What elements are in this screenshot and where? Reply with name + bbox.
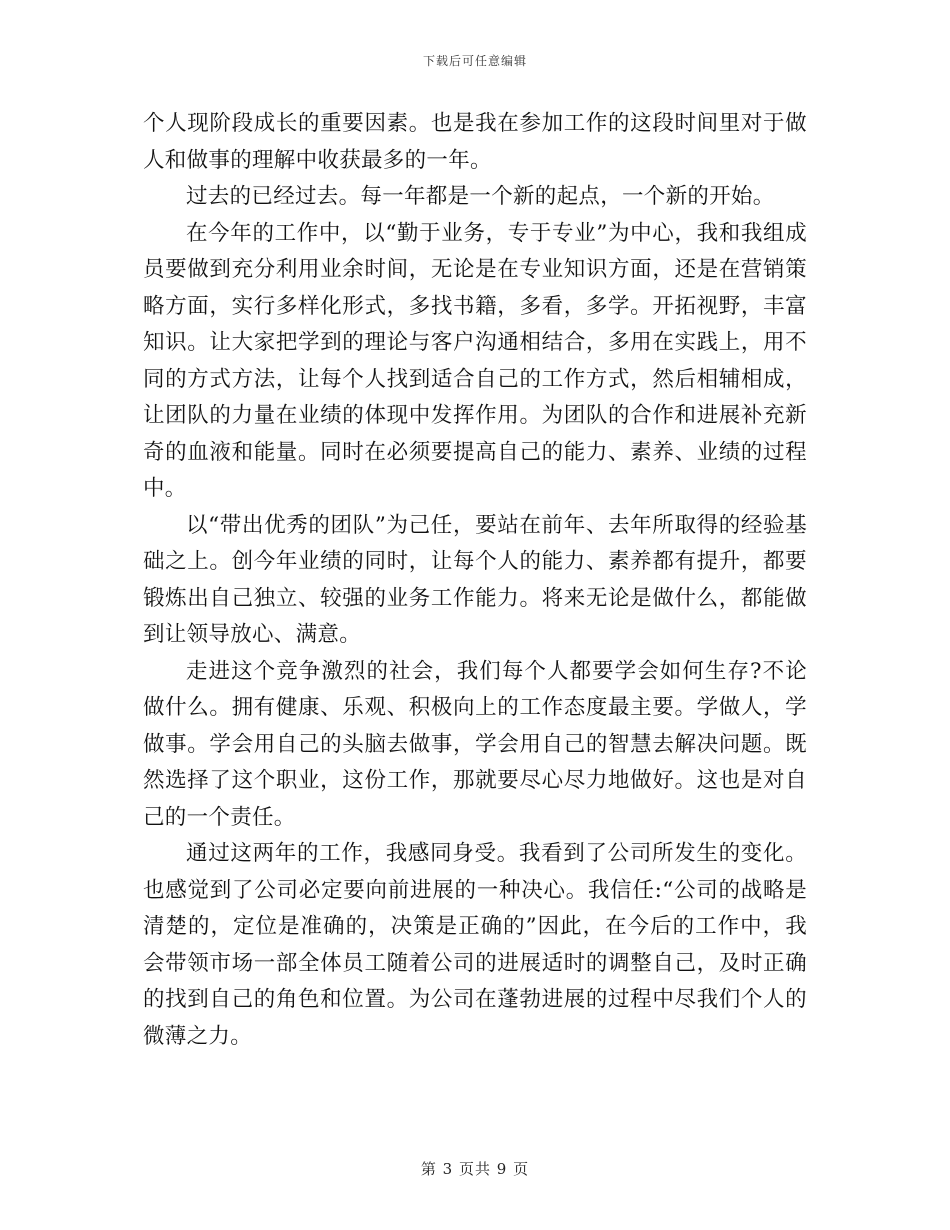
- paragraph-5: 走进这个竞争激烈的社会，我们每个人都要学会如何生存?不论做什么。拥有健康、乐观、积极向上的工作态度最主要。学做人，学做事。学会用自己的头脑去做事，学会用自己的智慧去解决问题。既然选择了这个职业，这份工作，那就要尽心尽力地做好。这也是对自己的一个责任。: [143, 658, 807, 830]
- paragraph-6: 通过这两年的工作，我感同身受。我看到了公司所发生的变化。也感觉到了公司必定要向前进展的一种决心。我信任:“公司的战略是清楚的，定位是准确的，决策是正确的”因此，在今后的工作中，我会带领市场一部全体员工随着公司的进展适时的调整自己，及时正确的找到自己的角色和位置。为公司在蓬勃进展的过程中尽我们个人的微薄之力。: [143, 841, 807, 1049]
- paragraph-2: 过去的已经过去。每一年都是一个新的起点，一个新的开始。: [186, 184, 775, 209]
- paragraph-3: 在今年的工作中，以“勤于业务，专于专业”为中心，我和我组成员要做到充分利用业余时间，无论是在专业知识方面，还是在营销策略方面，实行多样化形式，多找书籍，多看，多学。开拓视野，丰富知识。让大家把学到的理论与客户沟通相结合，多用在实践上，用不同的方式方法，让每个人找到适合自己的工作方式，然后相辅相成，让团队的力量在业绩的体现中发挥作用。为团队的合作和进展补充新奇的血液和能量。同时在必须要提高自己的能力、素养、业绩的过程中。: [143, 220, 807, 501]
- page-footer: 第 3 页共 9 页: [420, 1160, 530, 1178]
- document-body: [143, 106, 807, 1055]
- paragraph-4: 以“带出优秀的团队”为己任，要站在前年、去年所取得的经验基础之上。创今年业绩的同时，让每个人的能力、素养都有提升，都要锻炼出自己独立、较强的业务工作能力。将来无论是做什么，都能做到让领导放心、满意。: [143, 512, 807, 647]
- page-header: 下载后可任意编辑: [422, 54, 527, 68]
- paragraph-1: 个人现阶段成长的重要因素。也是我在参加工作的这段时间里对于做人和做事的理解中收获最多的一年。: [143, 111, 807, 173]
